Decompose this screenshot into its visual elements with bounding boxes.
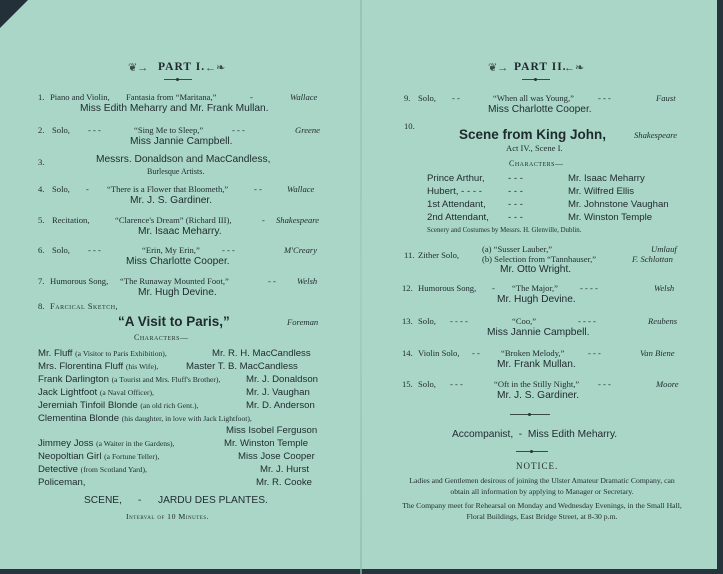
divider-dot	[534, 78, 537, 81]
divider-dot	[530, 450, 533, 453]
role: Jimmey Joss	[38, 438, 94, 449]
item-title: Fantasia from “Maritana,”	[126, 92, 217, 102]
notice-paragraph: Ladies and Gentlemen desirous of joining the Ulster Amateur Dramatic Company, can obtain all information by applying to Manager or Secretary.	[409, 476, 675, 496]
role: Hubert, - - - -	[427, 186, 482, 197]
composer: Van Biene	[640, 348, 675, 358]
item-kind: Solo,	[418, 93, 436, 103]
part-one-heading: PART I.	[158, 61, 206, 73]
credit-line: Scenery and Costumes by Messrs. H. Glenville, Dublin.	[427, 227, 582, 234]
notice-paragraph: The Company meet for Rehearsal on Monday and Wednesday Evenings, in the Small Hall, Floral Buildings, East Bridge Street, at 8-30 p.m.	[402, 501, 682, 521]
composer: Shakespeare	[276, 215, 320, 225]
item-number: 5.	[38, 215, 45, 225]
composer: Moore	[656, 379, 679, 389]
page-fold	[360, 0, 362, 574]
performer: Mr. Otto Wright.	[500, 264, 572, 275]
item-title: (a) “Susser Lauber,”	[482, 244, 553, 254]
author: Shakespeare	[634, 130, 678, 140]
composer: Greene	[295, 125, 320, 135]
role: 1st Attendant,	[427, 199, 486, 210]
role-description: (a Tourist and Mrs. Fluff's Brother),	[111, 375, 221, 384]
ornament-right-icon: ←❧	[564, 62, 585, 74]
composer: Faust	[656, 93, 676, 103]
item-number: 9.	[404, 93, 411, 103]
leader-dashes: -	[86, 184, 89, 194]
item-kind: Humorous Song,	[418, 283, 477, 293]
actor: Mr. R. Cooke	[256, 477, 312, 488]
ornament-left-icon: ❦→	[128, 62, 149, 74]
item-kind: Solo,	[52, 125, 70, 135]
divider-dot	[528, 413, 531, 416]
characters-label: Characters—	[509, 159, 564, 168]
interval-note: Interval of 10 Minutes.	[126, 512, 210, 521]
performer: Mr. J. S. Gardiner.	[130, 195, 213, 206]
scene-name: JARDU DES PLANTES.	[158, 495, 268, 506]
role: Detective	[38, 464, 78, 475]
actor: Mr. Winston Temple	[568, 212, 653, 223]
leader-dashes: - - -	[450, 379, 463, 389]
role-description: (a Visitor to Paris Exhibition),	[75, 349, 167, 358]
composer: Umlauf	[651, 244, 677, 254]
item-number: 6.	[38, 245, 45, 255]
act-label: Act IV., Scene I.	[506, 143, 563, 153]
item-number: 4.	[38, 184, 45, 194]
item-title: “Erin, My Erin,”	[142, 245, 200, 255]
actor: Miss Isobel Ferguson	[226, 425, 318, 436]
item-number: 14.	[402, 348, 413, 358]
performer: Mr. Isaac Meharry.	[138, 226, 222, 237]
actor: Mr. J. Donaldson	[246, 374, 318, 385]
item-kind: Solo,	[418, 379, 436, 389]
right-edge	[717, 0, 723, 574]
item-number: 13.	[402, 316, 413, 326]
item-kind: Solo,	[52, 184, 70, 194]
item-title: (b) Selection from “Tannhauser,”	[482, 254, 597, 264]
leader-dashes: -	[250, 92, 253, 102]
actor: Mr. Wilfred Ellis	[568, 186, 635, 197]
role: 2nd Attendant,	[427, 212, 489, 223]
item-title: “Sing Me to Sleep,”	[134, 125, 204, 135]
role: Mr. Fluff	[38, 348, 73, 359]
leader-dashes: - - -	[588, 348, 601, 358]
leader-dashes: - - -	[508, 212, 523, 223]
leader-dashes: - - -	[508, 173, 523, 184]
leader-dashes: - -	[254, 184, 262, 194]
item-kind: Solo,	[52, 245, 70, 255]
actor: Mr. J. Hurst	[260, 464, 310, 475]
item-number: 15.	[402, 379, 413, 389]
role-description: (a Fortune Teller),	[104, 452, 160, 461]
composer: Welsh	[654, 283, 675, 293]
item-number: 3.	[38, 157, 45, 167]
item-number: 8.	[38, 301, 45, 311]
leader-dashes: -	[138, 495, 142, 506]
actor: Mr. D. Anderson	[246, 400, 315, 411]
actor: Mr. J. Vaughan	[246, 387, 310, 398]
scene-label: SCENE,	[84, 495, 122, 506]
leader-dashes: - - -	[222, 245, 235, 255]
item-kind: Farcical Sketch,	[50, 301, 119, 311]
composer: Wallace	[287, 184, 315, 194]
actor: Master T. B. MacCandless	[186, 361, 298, 372]
role: Prince Arthur,	[427, 173, 485, 184]
leader-dashes: - - - -	[578, 316, 596, 326]
performer: Mr. Hugh Devine.	[497, 294, 576, 305]
item-number: 7.	[38, 276, 45, 286]
sketch-title: “A Visit to Paris,”	[118, 314, 230, 329]
role-description: (his daughter, in love with Jack Lightfoot),	[121, 414, 252, 423]
role: Jeremiah Tinfoil Blonde	[38, 400, 138, 411]
part-two-heading: PART II.	[514, 61, 567, 73]
role: Clementina Blonde	[38, 413, 120, 424]
leader-dashes: -	[492, 283, 495, 293]
item-kind: Humorous Song,	[50, 276, 109, 286]
role: Policeman,	[38, 477, 86, 488]
performer: Miss Edith Meharry and Mr. Frank Mullan.	[80, 103, 269, 114]
item-title: “Oft in the Stilly Night,”	[494, 379, 580, 389]
accompanist-line: Accompanist, - Miss Edith Meharry.	[452, 429, 618, 440]
role: Mrs. Florentina Fluff	[38, 361, 124, 372]
item-title: “Clarence's Dream” (Richard III),	[115, 215, 232, 225]
item-kind: Violin Solo,	[418, 348, 460, 358]
item-kind: Recitation,	[52, 215, 90, 225]
ornament-right-icon: ←❧	[205, 62, 226, 74]
performer: Miss Jannie Campbell.	[487, 327, 590, 338]
item-title: “Broken Melody,”	[501, 348, 565, 358]
actor: Mr. Johnstone Vaughan	[568, 199, 669, 210]
actor: Mr. Isaac Meharry	[568, 173, 645, 184]
role: Neopoltian Girl	[38, 451, 102, 462]
leader-dashes: - -	[472, 348, 480, 358]
performer: Mr. J. S. Gardiner.	[497, 390, 580, 401]
actor: Miss Jose Cooper	[238, 451, 315, 462]
divider-dot	[176, 78, 179, 81]
role: Jack Lightfoot	[38, 387, 98, 398]
role-description: (his Wife),	[125, 362, 159, 371]
leader-dashes: - - - -	[580, 283, 598, 293]
characters-label: Characters—	[134, 333, 189, 342]
role: Frank Darlington	[38, 374, 109, 385]
item-title: “Coo,”	[512, 316, 537, 326]
scene-title: Scene from King John,	[459, 127, 607, 142]
performer: Miss Charlotte Cooper.	[488, 104, 592, 115]
item-number: 11.	[404, 250, 415, 260]
performer-note: Burlesque Artists.	[147, 167, 205, 176]
leader-dashes: - -	[452, 93, 460, 103]
item-kind: Solo,	[418, 316, 436, 326]
leader-dashes: - - -	[598, 93, 611, 103]
item-number: 10.	[404, 121, 415, 131]
leader-dashes: -	[262, 215, 265, 225]
item-number: 1.	[38, 92, 45, 102]
role-description: (a Naval Officer),	[99, 388, 154, 397]
performer: Messrs. Donaldson and MacCandless,	[96, 154, 271, 165]
leader-dashes: - - -	[508, 199, 523, 210]
composer: F. Schlottan	[632, 254, 673, 264]
role-description: (an old rich Gent.),	[140, 401, 199, 410]
item-number: 2.	[38, 125, 45, 135]
item-number: 12.	[402, 283, 413, 293]
item-kind: Zither Solo,	[418, 250, 460, 260]
leader-dashes: - - -	[88, 245, 101, 255]
leader-dashes: - - -	[232, 125, 245, 135]
leader-dashes: - -	[268, 276, 276, 286]
performer: Miss Jannie Campbell.	[130, 136, 233, 147]
leader-dashes: - - -	[508, 186, 523, 197]
notice-title: NOTICE.	[516, 461, 559, 471]
item-title: “There is a Flower that Bloometh,”	[107, 184, 229, 194]
composer: Reubens	[648, 316, 678, 326]
performer: Mr. Frank Mullan.	[497, 359, 576, 370]
role-description: (a Waiter in the Gardens),	[96, 439, 175, 448]
ornament-left-icon: ❦→	[488, 62, 509, 74]
leader-dashes: - - -	[88, 125, 101, 135]
actor: Mr. R. H. MacCandless	[212, 348, 311, 359]
item-title: “When all was Young,”	[493, 93, 574, 103]
leader-dashes: - - - -	[450, 316, 468, 326]
composer: Wallace	[290, 92, 318, 102]
item-title: “The Runaway Mounted Foot,”	[120, 276, 229, 286]
performer: Mr. Hugh Devine.	[138, 287, 217, 298]
actor: Mr. Winston Temple	[224, 438, 309, 449]
role-description: (from Scotland Yard),	[80, 465, 147, 474]
performer: Miss Charlotte Cooper.	[126, 256, 230, 267]
author: Foreman	[287, 317, 319, 327]
torn-corner	[0, 0, 28, 28]
item-kind: Piano and Violin,	[50, 92, 110, 102]
item-title: “The Major,”	[512, 283, 558, 293]
composer: Welsh	[297, 276, 318, 286]
composer: M'Creary	[284, 245, 318, 255]
leader-dashes: - - -	[598, 379, 611, 389]
